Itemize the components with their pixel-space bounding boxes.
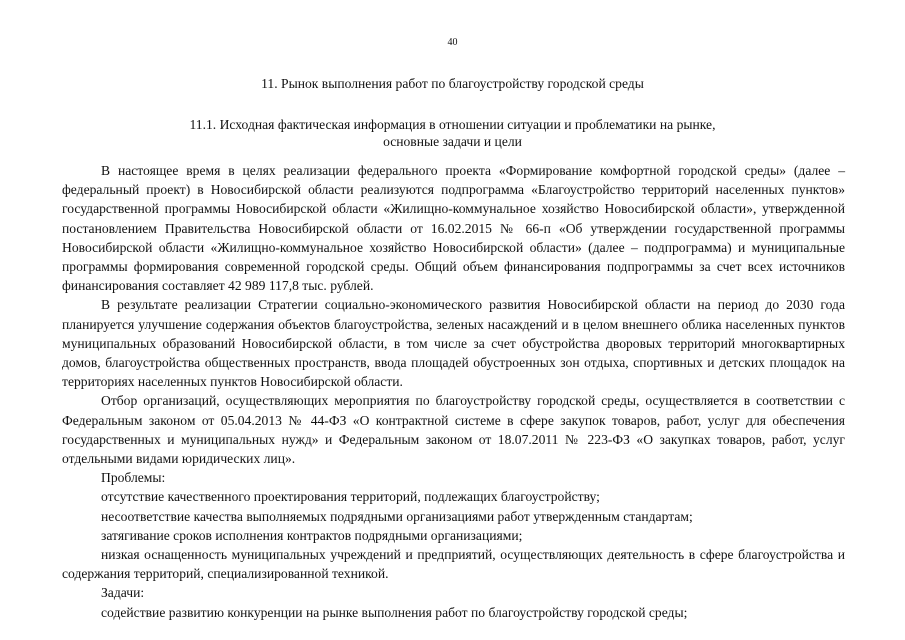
document-body	[62, 161, 845, 622]
paragraph-strategy: В результате реализации Стратегии социально-экономического развития Новосибирской области на период до 2030 года планируется улучшение содержания объектов благоустройства, зеленых насаждений и в целом внешнего облика населенных пунктов муниципальных образований Новосибирской области, в том числе за счет обустройства дворовых территорий многоквартирных домов, благоустройства общественных пространств, ввода площадей обустроенных зон отдыха, спортивных и детских площадок на территориях населенных пунктов Новосибирской области.	[62, 297, 845, 390]
problem-item: низкая оснащенность муниципальных учреждений и предприятий, осуществляющих деятельность в сфере благоустройства и содержания территорий, специализированной техникой.	[62, 547, 845, 582]
problem-item: затягивание сроков исполнения контрактов подрядными организациями;	[101, 527, 523, 543]
problems-heading: Проблемы:	[101, 470, 166, 486]
subsection-title	[0, 116, 905, 150]
paragraph-selection: Отбор организаций, осуществляющих мероприятия по благоустройству городской среды, осуществляется в соответствии с Федеральным законом от 05.04.2013 № 44-ФЗ «О контрактной системе в сфере закупок товаров, работ, услуг для обеспечения государственных и муниципальных нужд» и Федеральным законом от 18.07.2011 № 223-ФЗ «О закупках товаров, работ, услуг отдельными видами юридических лиц».	[62, 393, 845, 467]
subsection-title-line-2: основные задачи и цели	[383, 134, 522, 149]
problem-item: отсутствие качественного проектирования территорий, подлежащих благоустройству;	[101, 489, 600, 505]
page-number: 40	[447, 37, 458, 48]
problem-item: несоответствие качества выполняемых подрядными организациями работ утвержденным стандартам;	[101, 508, 693, 524]
task-item: содействие развитию конкуренции на рынке выполнения работ по благоустройству городской среды;	[101, 604, 688, 620]
tasks-heading: Задачи:	[101, 585, 145, 601]
section-title: 11. Рынок выполнения работ по благоустройству городской среды	[261, 76, 644, 91]
paragraph-federal-project: В настоящее время в целях реализации федерального проекта «Формирование комфортной городской среды» (далее – федеральный проект) в Новосибирской области реализуются подпрограмма «Благоустройство территорий населенных пунктов» государственной программы Новосибирской области «Жилищно-коммунальное хозяйство Новосибирской области», утвержденной постановлением Правительства Новосибирской области от 16.02.2015 № 66-п «Об утверждении государственной программы Новосибирской области «Жилищно-коммунальное хозяйство Новосибирской области» (далее – подпрограмма) и муниципальные программы формирования современной городской среды. Общий объем финансирования подпрограммы за счет всех источников финансирования составляет 42 989 117,8 тыс. рублей.	[62, 163, 845, 294]
subsection-title-line-1: 11.1. Исходная фактическая информация в отношении ситуации и проблематики на рынке,	[189, 117, 716, 132]
